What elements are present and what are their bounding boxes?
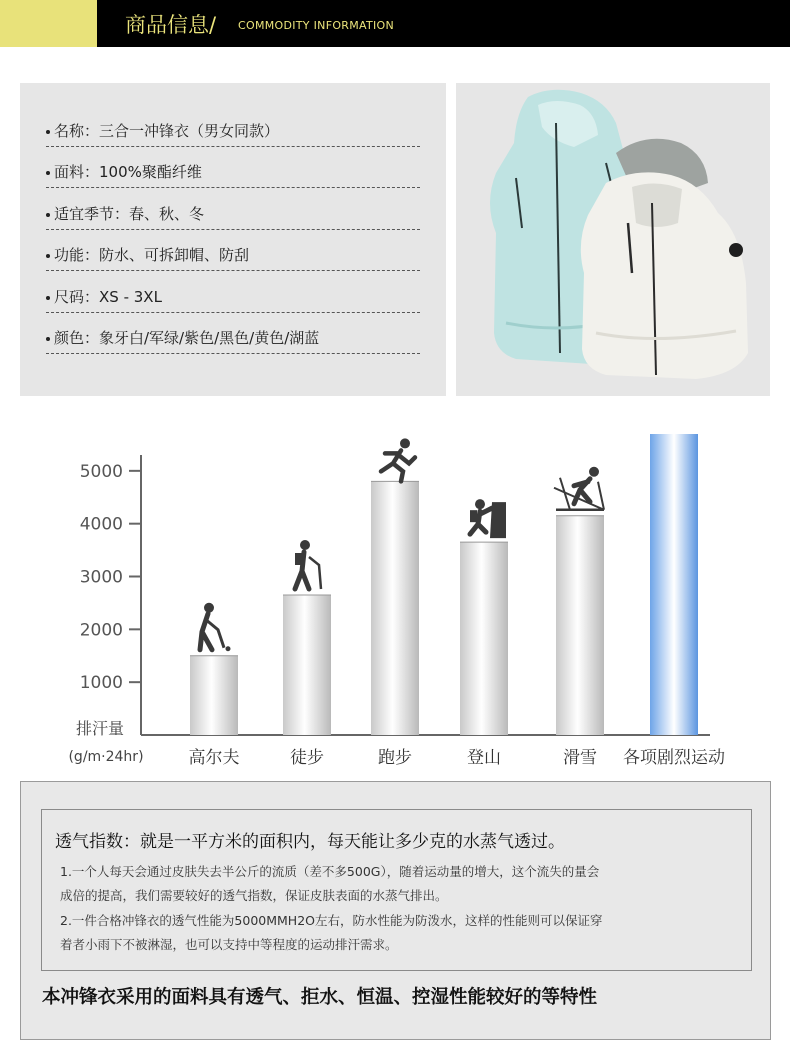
chart-labels [189,748,726,768]
y-axis-unit: (g/m·24hr) [68,749,144,765]
bullet-icon [46,254,50,258]
spec-row-color [46,327,420,354]
golf-icon [200,603,231,652]
sweat-rate-chart [0,420,790,780]
spec-text: 尺码：XS - 3XL [54,288,162,306]
info-paragraph-2 [60,909,750,957]
hiking-icon-part [300,540,310,550]
info-line: 着者小雨下不被淋湿，也可以支持中等程度的运动排汗需求。 [60,937,398,952]
bar-3 [460,542,508,735]
spec-text: 功能：防水、可拆卸帽、防刮 [54,246,250,264]
running-icon-part [400,438,410,448]
y-axis-label: 排汗量 [75,719,125,738]
bar-4 [556,516,604,735]
spec-text: 适宜季节：春、秋、冬 [54,205,205,223]
hiking-icon-part [309,557,321,589]
info-line: 1.一个人每天会通过皮肤失去半公斤的流质（差不多500G），随着运动量的增大，这个流失的量会 [60,864,600,879]
category-label: 各项剧烈运动 [623,748,725,768]
golf-icon-part [204,603,214,613]
skiing-icon [554,467,604,510]
spec-text: 颜色：象牙白/军绿/紫色/黑色/黄色/湖蓝 [54,329,320,347]
header-accent-block [0,0,97,47]
info-line: 成倍的提高，我们需要较好的透气指数，保证皮肤表面的水蒸气排出。 [60,888,448,903]
info-heading: 透气指数：就是一平方米的面积内，每天能让多少克的水蒸气透过。 [55,832,565,852]
category-label: 高尔夫 [188,748,240,768]
info-inner-frame [41,809,752,971]
climbing-icon [470,499,506,538]
bar-0 [190,656,238,735]
chart-bars [190,434,698,735]
hiking-icon-part [295,553,302,565]
spec-panel [20,83,446,396]
y-tick-label: 1000 [79,673,123,694]
product-photo [456,83,770,396]
spec-text: 名称：三合一冲锋衣（男女同款） [54,122,280,140]
spec-row-season [46,203,420,230]
info-paragraph-1 [60,860,750,908]
bullet-icon [46,213,50,217]
header-title: 商品信息/ [125,13,217,37]
hiking-icon [295,540,321,589]
breathability-info-panel [20,781,771,1040]
bullet-icon [46,337,50,341]
feature-summary: 本冲锋衣采用的面料具有透气、拒水、恒温、控湿性能较好的等特性 [42,987,598,1008]
category-label: 滑雪 [563,748,597,768]
info-line: 2.一件合格冲锋衣的透气性能为5000MMH2O左右，防水性能为防泼水，这样的性能则可以保证穿 [60,913,603,928]
bar-2 [371,481,419,735]
golf-icon-part [200,614,212,650]
bullet-icon [46,296,50,300]
y-tick-label: 5000 [79,461,123,482]
jacket-photo-icon [456,83,770,396]
header-subtitle: COMMODITY INFORMATION [238,19,395,32]
spec-row-size [46,286,420,313]
y-tick-label: 3000 [79,567,123,588]
bullet-icon [46,130,50,134]
bullet-icon [46,171,50,175]
header-band [0,0,790,47]
running-icon [381,438,415,481]
running-icon-part [381,450,415,481]
category-label: 登山 [467,748,501,768]
spec-row-function [46,244,420,271]
climbing-icon-part [470,510,477,522]
bar-1 [283,595,331,735]
spec-text: 面料：100%聚酯纤维 [54,163,202,181]
climbing-icon-part [475,499,485,509]
y-tick-label: 4000 [79,514,123,535]
spec-row-fabric [46,161,420,188]
category-label: 徒步 [290,748,324,768]
y-tick-label: 2000 [79,620,123,641]
spec-row-name [46,120,420,147]
skiing-icon-part [589,467,599,477]
golf-icon-part [226,646,231,651]
bar-5 [650,434,698,735]
category-label: 跑步 [378,748,412,768]
